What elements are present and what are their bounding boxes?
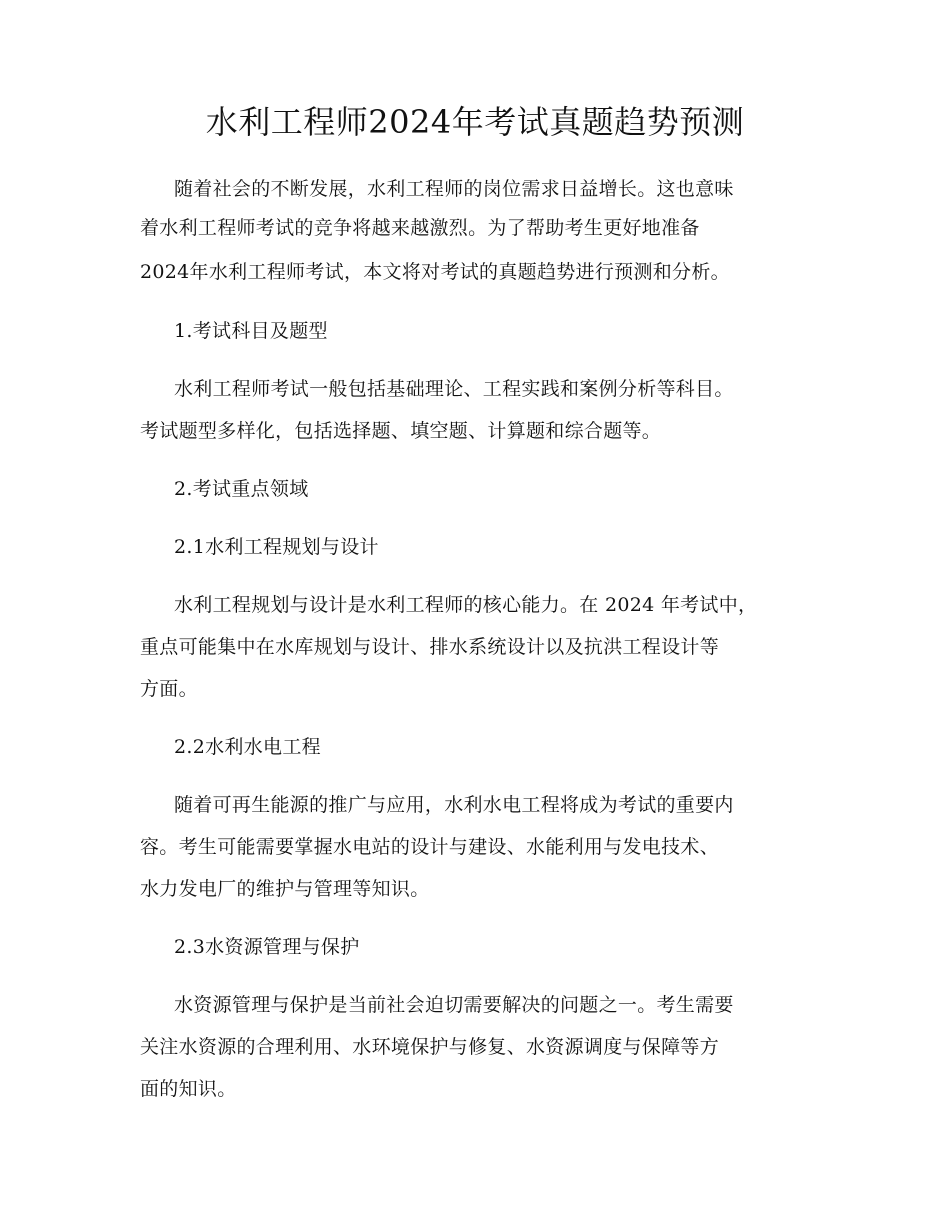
section-1-line-2: 考试题型多样化，包括选择题、填空题、计算题和综合题等。 (140, 420, 662, 442)
section-2-1-line-3: 方面。 (140, 678, 198, 700)
section-2-2-line-3: 水力发电厂的维护与管理等知识。 (140, 878, 430, 900)
section-2-2-line-1: 随着可再生能源的推广与应用，水利水电工程将成为考试的重要内 (174, 794, 734, 816)
page-title: 水利工程师2024年考试真题趋势预测 (205, 103, 745, 141)
section-2-3-heading: 2.3水资源管理与保护 (174, 936, 360, 958)
section-2-3-line-3: 面的知识。 (140, 1078, 237, 1100)
section-2-1-line-1: 水利工程规划与设计是水利工程师的核心能力。在 2024 年考试中， (174, 594, 758, 616)
section-2-2-heading: 2.2水利水电工程 (174, 736, 321, 758)
section-2-heading: 2.考试重点领域 (174, 478, 309, 500)
section-1-line-1: 水利工程师考试一般包括基础理论、工程实践和案例分析等科目。 (174, 378, 734, 400)
section-2-1-heading: 2.1水利工程规划与设计 (174, 536, 379, 558)
intro-line-2: 着水利工程师考试的竞争将越来越激烈。为了帮助考生更好地准备 (140, 217, 700, 239)
section-2-3-line-1: 水资源管理与保护是当前社会迫切需要解决的问题之一。考生需要 (174, 994, 734, 1016)
section-2-3-line-2: 关注水资源的合理利用、水环境保护与修复、水资源调度与保障等方 (140, 1036, 720, 1058)
intro-line-1: 随着社会的不断发展，水利工程师的岗位需求日益增长。这也意味 (174, 178, 734, 200)
section-2-1-line-2: 重点可能集中在水库规划与设计、排水系统设计以及抗洪工程设计等 (140, 636, 720, 658)
section-1-heading: 1.考试科目及题型 (174, 320, 328, 342)
intro-line-3: 2024年水利工程师考试，本文将对考试的真题趋势进行预测和分析。 (140, 261, 730, 283)
section-2-2-line-2: 容。考生可能需要掌握水电站的设计与建设、水能利用与发电技术、 (140, 836, 720, 858)
